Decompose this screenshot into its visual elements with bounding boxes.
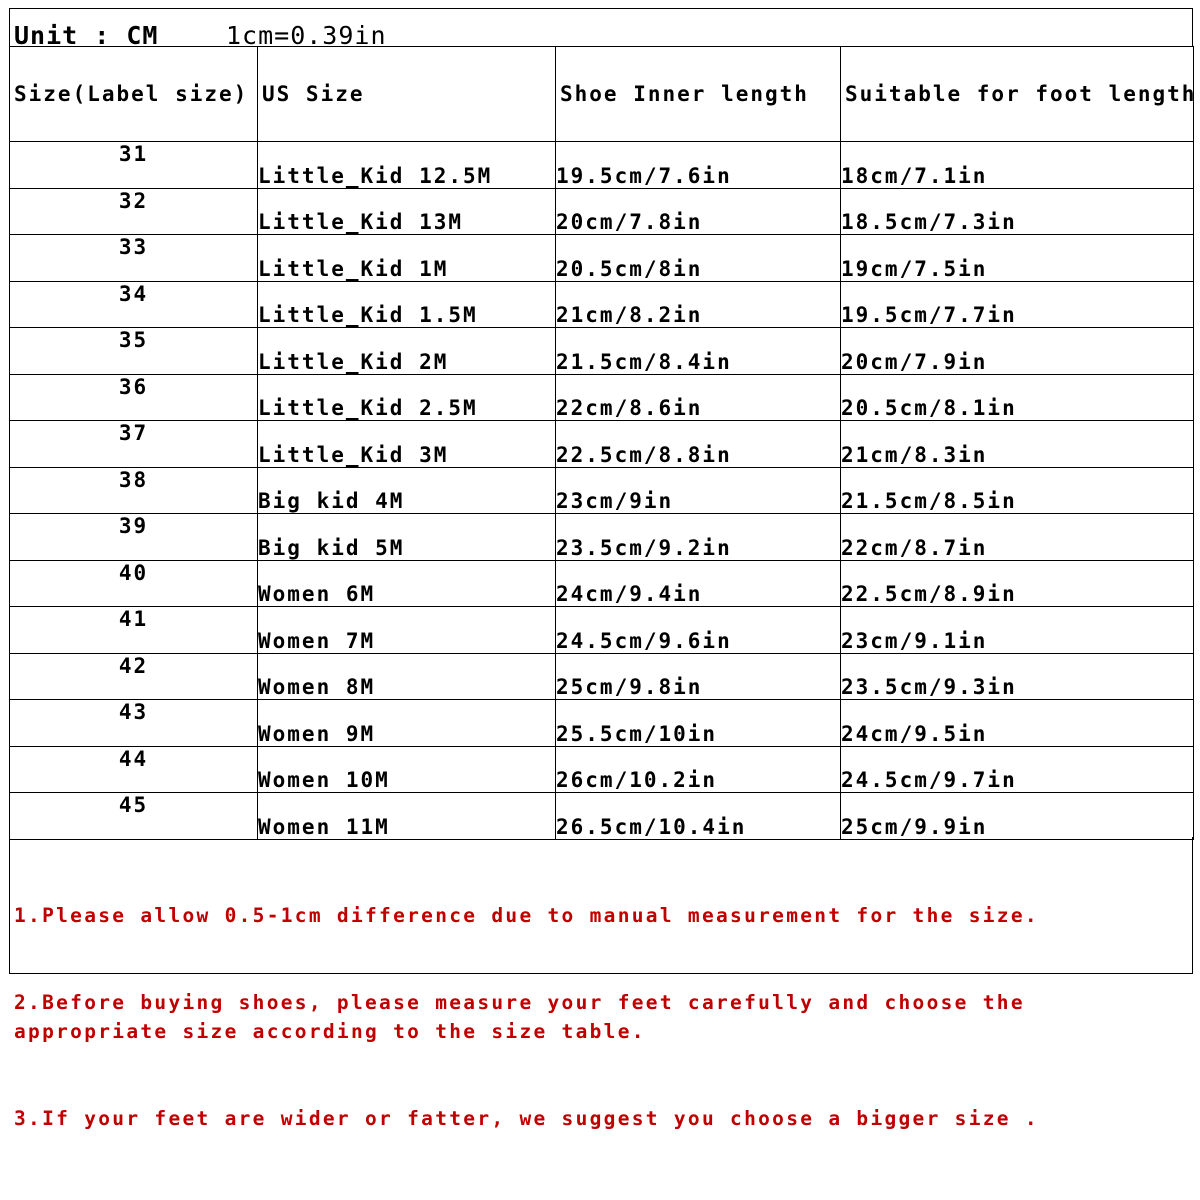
size-chart-table bbox=[9, 46, 1197, 840]
label-size-cell: 36 bbox=[10, 374, 258, 421]
label-size-cell: 41 bbox=[10, 607, 258, 654]
inner-length-cell: 26.5cm/10.4in bbox=[556, 793, 841, 840]
table-row bbox=[10, 235, 1194, 282]
foot-length-cell: 24.5cm/9.7in bbox=[841, 746, 1194, 793]
inner-length-cell: 25.5cm/10in bbox=[556, 700, 841, 747]
note-1: 1.Please allow 0.5-1cm difference due to manual measurement for the size. bbox=[14, 904, 1039, 927]
foot-length-cell: 18.5cm/7.3in bbox=[841, 188, 1194, 235]
label-size-cell: 45 bbox=[10, 793, 258, 840]
foot-length-cell: 19cm/7.5in bbox=[841, 235, 1194, 282]
us-size-cell: Little_Kid 12.5M bbox=[258, 142, 556, 189]
table-row bbox=[10, 514, 1194, 561]
us-size-cell: Little_Kid 13M bbox=[258, 188, 556, 235]
table-row bbox=[10, 700, 1194, 747]
table-row bbox=[10, 188, 1194, 235]
foot-length-cell: 21cm/8.3in bbox=[841, 421, 1194, 468]
label-size-cell: 40 bbox=[10, 560, 258, 607]
us-size-cell: Women 7M bbox=[258, 607, 556, 654]
table-row bbox=[10, 281, 1194, 328]
table-row bbox=[10, 328, 1194, 375]
unit-label: Unit : CM bbox=[14, 21, 159, 50]
table-row bbox=[10, 142, 1194, 189]
foot-length-cell: 22cm/8.7in bbox=[841, 514, 1194, 561]
inner-length-cell: 21.5cm/8.4in bbox=[556, 328, 841, 375]
label-size-cell: 37 bbox=[10, 421, 258, 468]
foot-length-cell: 24cm/9.5in bbox=[841, 700, 1194, 747]
us-size-cell: Little_Kid 1M bbox=[258, 235, 556, 282]
inner-length-cell: 26cm/10.2in bbox=[556, 746, 841, 793]
us-size-cell: Women 10M bbox=[258, 746, 556, 793]
note-3: 3.If your feet are wider or fatter, we suggest you choose a bigger size . bbox=[14, 1107, 1039, 1130]
inner-length-cell: 19.5cm/7.6in bbox=[556, 142, 841, 189]
label-size-cell: 42 bbox=[10, 653, 258, 700]
table-row bbox=[10, 746, 1194, 793]
label-size-cell: 44 bbox=[10, 746, 258, 793]
us-size-cell: Women 9M bbox=[258, 700, 556, 747]
table-row bbox=[10, 793, 1194, 840]
foot-length-cell: 19.5cm/7.7in bbox=[841, 281, 1194, 328]
label-size-cell: 33 bbox=[10, 235, 258, 282]
label-size-cell: 32 bbox=[10, 188, 258, 235]
table-row bbox=[10, 421, 1194, 468]
foot-length-cell: 22.5cm/8.9in bbox=[841, 560, 1194, 607]
us-size-cell: Women 11M bbox=[258, 793, 556, 840]
table-row bbox=[10, 467, 1194, 514]
table-row bbox=[10, 653, 1194, 700]
foot-length-cell: 21.5cm/8.5in bbox=[841, 467, 1194, 514]
table-row bbox=[10, 374, 1194, 421]
us-size-cell: Big kid 4M bbox=[258, 467, 556, 514]
label-size-cell: 35 bbox=[10, 328, 258, 375]
inner-length-cell: 24cm/9.4in bbox=[556, 560, 841, 607]
header-label-size: Size(Label size) bbox=[10, 47, 258, 142]
us-size-cell: Little_Kid 2M bbox=[258, 328, 556, 375]
note-2: 2.Before buying shoes, please measure your feet carefully and choose the appropriate size according to the size table. bbox=[14, 991, 1025, 1043]
us-size-cell: Women 6M bbox=[258, 560, 556, 607]
table-row bbox=[10, 560, 1194, 607]
foot-length-cell: 23cm/9.1in bbox=[841, 607, 1194, 654]
header-inner-length: Shoe Inner length bbox=[556, 47, 841, 142]
label-size-cell: 31 bbox=[10, 142, 258, 189]
inner-length-cell: 20cm/7.8in bbox=[556, 188, 841, 235]
inner-length-cell: 22cm/8.6in bbox=[556, 374, 841, 421]
us-size-cell: Women 8M bbox=[258, 653, 556, 700]
table-row bbox=[10, 607, 1194, 654]
us-size-cell: Little_Kid 2.5M bbox=[258, 374, 556, 421]
foot-length-cell: 25cm/9.9in bbox=[841, 793, 1194, 840]
us-size-cell: Little_Kid 3M bbox=[258, 421, 556, 468]
header-foot-length: Suitable for foot length bbox=[841, 47, 1194, 142]
us-size-cell: Little_Kid 1.5M bbox=[258, 281, 556, 328]
inner-length-cell: 23.5cm/9.2in bbox=[556, 514, 841, 561]
header-us-size: US Size bbox=[258, 47, 556, 142]
inner-length-cell: 24.5cm/9.6in bbox=[556, 607, 841, 654]
label-size-cell: 43 bbox=[10, 700, 258, 747]
inner-length-cell: 23cm/9in bbox=[556, 467, 841, 514]
inner-length-cell: 22.5cm/8.8in bbox=[556, 421, 841, 468]
us-size-cell: Big kid 5M bbox=[258, 514, 556, 561]
inner-length-cell: 25cm/9.8in bbox=[556, 653, 841, 700]
label-size-cell: 34 bbox=[10, 281, 258, 328]
unit-conversion: 1cm=0.39in bbox=[226, 21, 387, 50]
label-size-cell: 39 bbox=[10, 514, 258, 561]
inner-length-cell: 21cm/8.2in bbox=[556, 281, 841, 328]
inner-length-cell: 20.5cm/8in bbox=[556, 235, 841, 282]
foot-length-cell: 18cm/7.1in bbox=[841, 142, 1194, 189]
foot-length-cell: 23.5cm/9.3in bbox=[841, 653, 1194, 700]
label-size-cell: 38 bbox=[10, 467, 258, 514]
foot-length-cell: 20cm/7.9in bbox=[841, 328, 1194, 375]
notes-box bbox=[9, 837, 1193, 1130]
header-row bbox=[10, 47, 1194, 142]
foot-length-cell: 20.5cm/8.1in bbox=[841, 374, 1194, 421]
unit-header bbox=[9, 8, 1193, 50]
